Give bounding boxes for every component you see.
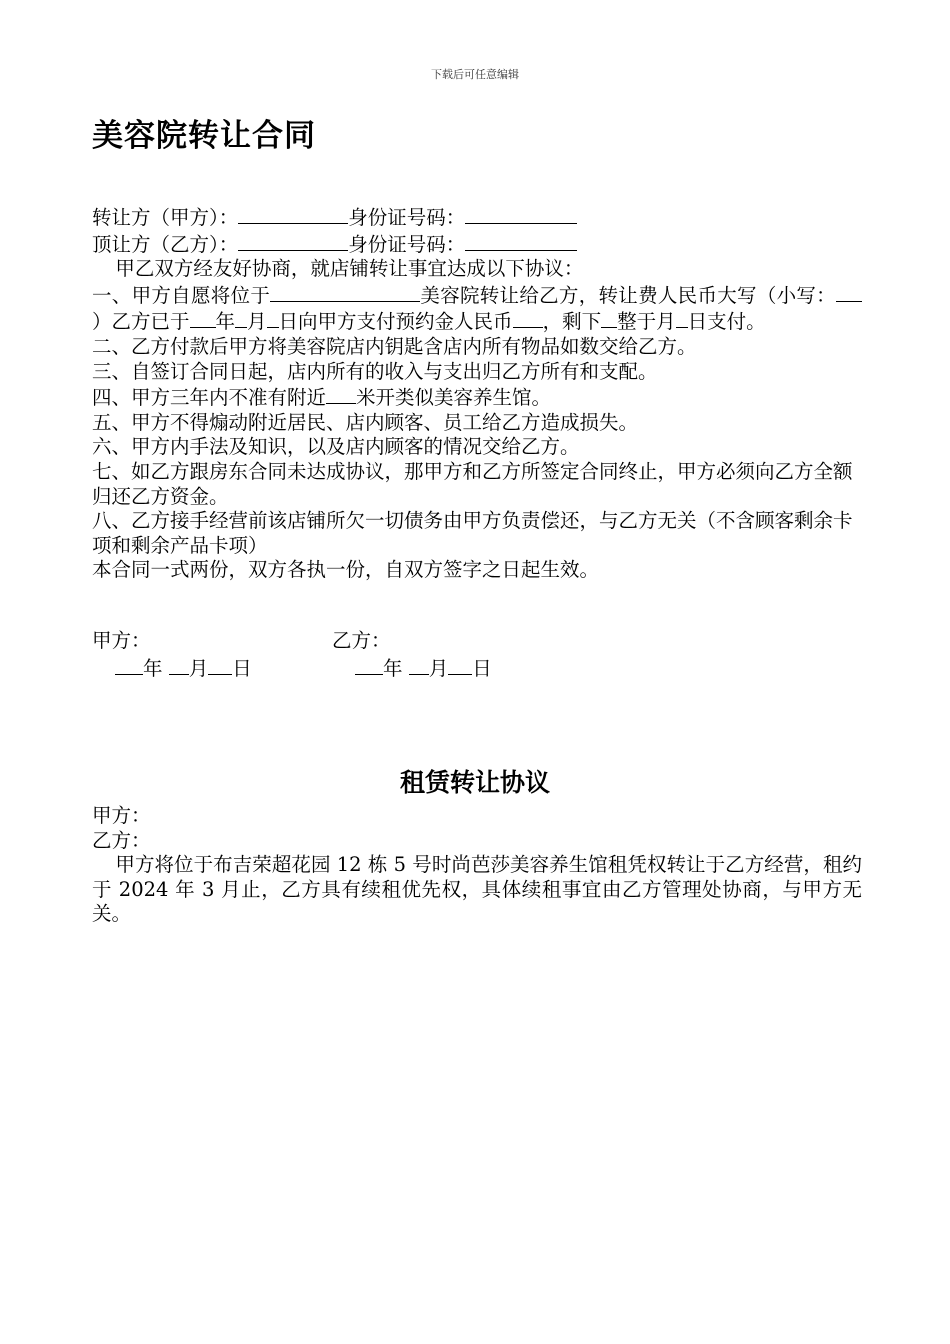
clause-text: 日向甲方支付预约金人民币 [278,310,513,334]
blank-field [238,231,348,251]
clause-8: 八、乙方接手经营前该店铺所欠一切债务由甲方负责偿还，与乙方无关（不含顾客剩余卡项和剩余产品卡项） [92,509,853,557]
date-month: 月 [188,657,209,680]
blank-field [465,204,577,224]
date-month: 月 [428,657,449,680]
blank-field [115,655,143,675]
blank-field [513,308,543,328]
date-day: 日 [232,657,252,680]
clause-text: ，剩下 [542,310,602,334]
blank-field [190,308,216,328]
clause-4 [92,384,862,411]
clause-text: ）乙方已于 [92,310,190,334]
blank-field [836,282,862,302]
blank-field [270,282,420,302]
transferee-label: 顶让方（乙方）： [92,232,239,256]
lease-transfer-body [92,804,862,927]
header-note: 下载后可任意编辑 [431,68,519,81]
date-year: 年 [143,657,163,680]
clause-text: 美容院转让给乙方，转让费人民币大写（小写： [420,283,836,307]
clause-text: 年 [215,310,236,334]
blank-field [326,384,356,404]
blank-field [601,308,617,328]
signature-row [92,629,391,654]
lease-party-a: 甲方： [92,804,151,827]
party-b-date [355,655,492,682]
contract-title: 美容院转让合同 [92,118,316,154]
blank-field [409,655,429,675]
transferor-line [92,204,862,231]
clause-text: 整于 [617,310,657,334]
party-a-signature: 甲方： [92,629,151,652]
blank-field [448,655,472,675]
date-day: 日 [472,657,492,680]
lease-paragraph: 甲方将位于布吉荣超花园 12 栋 5 号时尚芭莎美容养生馆租凭权转让于乙方经营，租约于 2024 年 3 月止，乙方具有续租优先权，具体续租事宜由乙方管理处协商，与甲方无关。 [92,853,862,926]
transferor-label: 转让方（甲方）： [92,206,239,229]
party-a-date [115,657,252,680]
clause-text: 月 [656,310,676,334]
lease-party-b: 乙方： [92,828,151,852]
id-label: 身份证号码： [348,206,466,229]
id-label: 身份证号码： [348,232,466,256]
lease-transfer-title: 租赁转让协议 [399,768,550,797]
blank-field [676,308,688,328]
date-row [115,655,492,682]
clause-6: 六、甲方内手法及知识，以及店内顾客的情况交给乙方。 [92,435,580,459]
clause-1 [92,282,862,335]
party-b-signature: 乙方： [332,629,391,652]
clause-3: 三、自签订合同日起，店内所有的收入与支出归乙方所有和支配。 [92,359,658,383]
intro-paragraph: 甲乙双方经友好协商，就店铺转让事宜达成以下协议： [115,257,584,281]
clause-text: 米开类似美容养生馆。 [356,386,552,410]
clause-text: 月 [247,310,267,334]
blank-field [169,655,189,675]
clause-2: 二、乙方付款后甲方将美容院店内钥匙含店内所有物品如数交给乙方。 [92,334,697,358]
blank-field [238,204,348,224]
closing-paragraph: 本合同一式两份，双方各执一份，自双方签字之日起生效。 [92,558,600,582]
contract-body [92,204,862,583]
transferee-line [92,231,862,258]
clause-text: 一、甲方自愿将位于 [92,283,271,307]
clause-text: 日支付。 [687,310,766,334]
blank-field [355,655,383,675]
blank-field [465,231,577,251]
date-year: 年 [383,657,403,680]
clause-5: 五、甲方不得煽动附近居民、店内顾客、员工给乙方造成损失。 [92,410,639,434]
clause-text: 四、甲方三年内不准有附近 [92,386,327,410]
blank-field [208,655,232,675]
blank-field [267,308,279,328]
blank-field [235,308,247,328]
clause-7: 七、如乙方跟房东合同未达成协议，那甲方和乙方所签定合同终止，甲方必须向乙方全额归还乙方资金。 [92,459,853,508]
